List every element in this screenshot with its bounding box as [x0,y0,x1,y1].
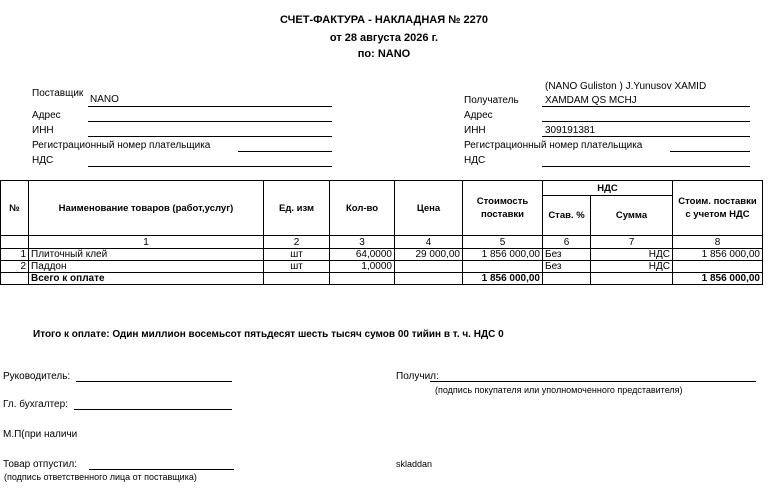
row-vat-rate: Без [543,261,591,273]
director-label: Руководитель: [3,371,71,382]
row-no: 2 [1,261,29,273]
row-total [673,261,763,273]
header-total: Стоим. поставки с учетом НДС [673,181,763,236]
total-row-empty [264,273,330,285]
receiver-address-line [542,121,750,122]
receiver-inn-line [542,136,750,137]
director-signature-line [76,381,232,382]
row-cost: 1 856 000,00 [463,249,543,261]
total-label: Всего к оплате [29,273,264,285]
row-vat-sum: НДС [591,249,673,261]
column-number: 7 [591,236,673,249]
row-vat-sum: НДС [591,261,673,273]
total-row-empty [543,273,591,285]
header-name: Наименование товаров (работ,услуг) [29,181,264,236]
row-no: 1 [1,249,29,261]
row-price [395,261,463,273]
receiver-label: Получатель [464,95,519,106]
column-numbers-row [1,236,763,249]
row-name: Паддон [29,261,264,273]
total-row-empty [1,273,29,285]
row-name: Плиточный клей [29,249,264,261]
receiver-name-line1: (NANO Guliston ) J.Yunusov XAMID [545,81,707,92]
row-price: 29 000,00 [395,249,463,261]
document-contract: по: NANO [357,48,411,60]
items-table [0,180,763,285]
receiver-inn-value: 309191381 [545,125,596,136]
receiver-name-line2: XAMDAM QS MCHJ [545,95,637,106]
supplier-vat-label: НДС [32,155,54,166]
column-number: 5 [463,236,543,249]
total-row-empty [591,273,673,285]
column-number: 1 [29,236,264,249]
released-label: Товар отпустил: [3,459,77,470]
total-cost: 1 856 000,00 [463,273,543,285]
warehouse-label: skladdan [396,459,433,469]
header-cost: Стоимость поставки [463,181,543,236]
released-signature-line [89,469,234,470]
header-no: № [1,181,29,236]
received-label: Получил: [396,371,439,382]
header-vat-rate: Став. % [543,196,591,236]
supplier-address-line [88,121,332,122]
row-qty: 64,0000 [330,249,395,261]
supplier-inn-label: ИНН [32,125,54,136]
supplier-address-label: Адрес [32,110,61,121]
column-number: 3 [330,236,395,249]
header-unit: Ед. изм [264,181,330,236]
header-price: Цена [395,181,463,236]
supplier-vat-line [88,166,332,167]
column-number: 6 [543,236,591,249]
row-total: 1 856 000,00 [673,249,763,261]
table-row [1,261,763,273]
total-sum: 1 856 000,00 [673,273,763,285]
row-unit: шт [264,249,330,261]
row-qty: 1,0000 [330,261,395,273]
released-note: (подпись ответственного лица от поставщика) [4,472,197,482]
document-title: СЧЕТ-ФАКТУРА - НАКЛАДНАЯ № 2270 [280,14,488,26]
receiver-vat-label: НДС [464,155,486,166]
total-row-empty [330,273,395,285]
supplier-name-line [88,106,332,107]
table-row [1,249,763,261]
row-cost [463,261,543,273]
supplier-label: Поставщик [32,88,84,99]
supplier-inn-line [88,136,332,137]
column-number: 4 [395,236,463,249]
receiver-address-label: Адрес [464,110,493,121]
summary-text: Итого к оплате: Один миллион восемьсот пятьдесят шесть тысяч сумов 00 тийин в т. ч. НДС 0 [33,329,504,340]
row-unit: шт [264,261,330,273]
accountant-label: Гл. бухгалтер: [3,399,68,410]
receiver-name-line [542,106,750,107]
supplier-reg-line [238,151,332,152]
accountant-signature-line [74,409,232,410]
column-number: 2 [264,236,330,249]
header-vat-sum: Сумма [591,196,673,236]
supplier-name: NANO [90,94,119,105]
received-note: (подпись покупателя или уполномоченного представителя) [435,385,683,395]
receiver-reg-line [670,151,750,152]
column-number [1,236,29,249]
stamp-label: М.П(при наличи [3,429,78,440]
receiver-vat-line [542,166,750,167]
header-vat: НДС [543,181,673,196]
header-qty: Кол-во [330,181,395,236]
received-signature-line [430,381,756,382]
column-number: 8 [673,236,763,249]
row-vat-rate: Без [543,249,591,261]
total-row-empty [395,273,463,285]
total-row [1,273,763,285]
document-date: от 28 августа 2026 г. [329,32,439,44]
supplier-reg-label: Регистрационный номер плательщика [32,140,211,151]
receiver-reg-label: Регистрационный номер плательщика [464,140,643,151]
receiver-inn-label: ИНН [464,125,486,136]
